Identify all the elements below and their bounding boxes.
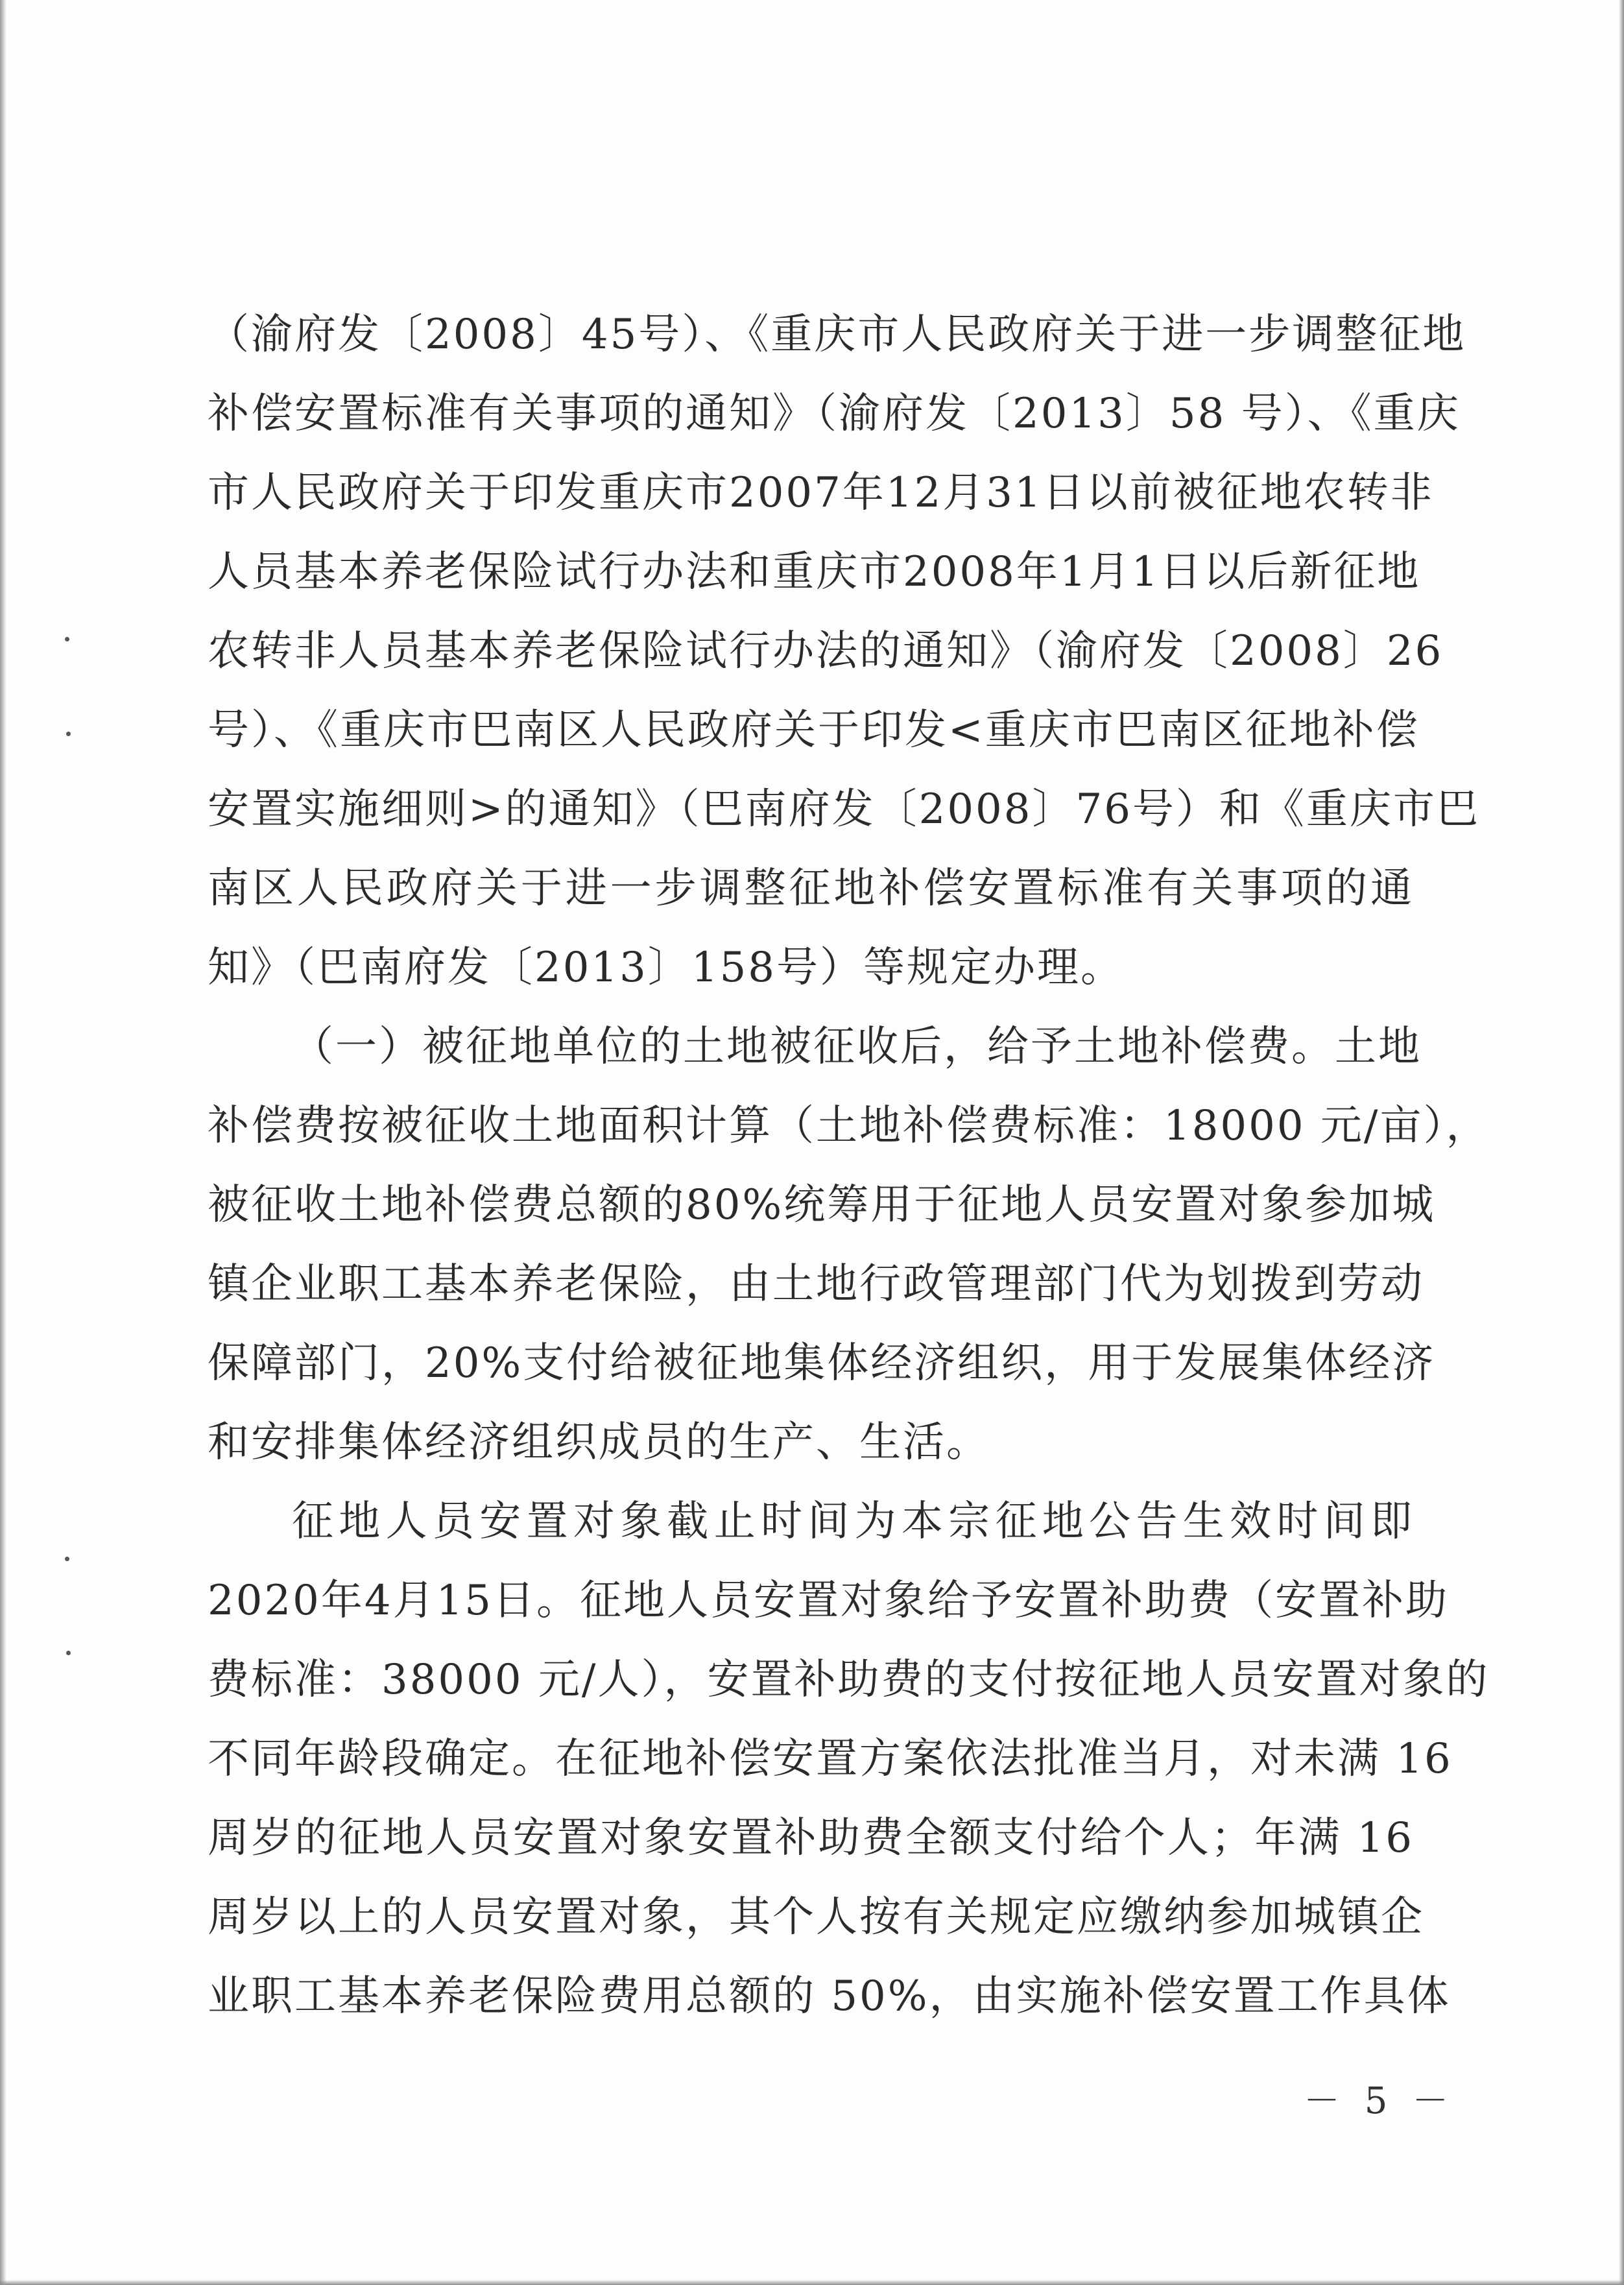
scan-edge-bottom xyxy=(0,2280,1624,2285)
scan-edge-right xyxy=(1619,0,1624,2285)
binding-hole-mark xyxy=(66,732,71,736)
text-line: 保障部门，20%支付给被征地集体经济组织，用于发展集体经济 xyxy=(208,1339,1436,1387)
text-line: 号）、《重庆市巴南区人民政府关于印发<重庆市巴南区征地补偿 xyxy=(208,706,1420,754)
text-line: 农转非人员基本养老保险试行办法的通知》（渝府发〔2008〕26 xyxy=(208,627,1444,675)
body-text xyxy=(208,295,1490,2036)
text-line: 征地人员安置对象截止时间为本宗征地公告生效时间即 xyxy=(292,1498,1414,1546)
text-line: 市人民政府关于印发重庆市2007年12月31日以前被征地农转非 xyxy=(208,469,1434,517)
binding-hole-mark xyxy=(65,637,69,641)
text-line: 镇企业职工基本养老保险，由土地行政管理部门代为划拨到劳动 xyxy=(208,1260,1424,1308)
text-line: 被征收土地补偿费总额的80%统筹用于征地人员安置对象参加城 xyxy=(208,1181,1436,1229)
text-line: 南区人民政府关于进一步调整征地补偿安置标准有关事项的通 xyxy=(208,865,1414,913)
text-line: 知》（巴南府发〔2013〕158号）等规定办理。 xyxy=(208,944,1125,992)
text-line: 业职工基本养老保险费用总额的 50%，由实施补偿安置工作具体 xyxy=(208,1972,1451,2020)
text-line: 补偿安置标准有关事项的通知》（渝府发〔2013〕58 号）、《重庆 xyxy=(208,390,1461,438)
text-line: 补偿费按被征收土地面积计算（土地补偿费标准：18000 元/亩）， xyxy=(208,1102,1490,1150)
text-line: 和安排集体经济组织成员的生产、生活。 xyxy=(208,1418,990,1466)
binding-hole-mark xyxy=(65,1557,69,1561)
text-line: 周岁以上的人员安置对象，其个人按有关规定应缴纳参加城镇企 xyxy=(208,1893,1424,1941)
scan-edge-left xyxy=(0,0,6,2285)
text-line: （渝府发〔2008〕45号）、《重庆市人民政府关于进一步调整征地 xyxy=(208,311,1466,359)
text-line: 周岁的征地人员安置对象安置补助费全额支付给个人；年满 16 xyxy=(208,1814,1414,1862)
binding-hole-mark xyxy=(66,1651,71,1655)
text-line: 人员基本养老保险试行办法和重庆市2008年1月1日以后新征地 xyxy=(208,548,1421,596)
page-number: － 5 － xyxy=(1304,2080,1455,2122)
text-line: （一）被征地单位的土地被征收后，给予土地补偿费。土地 xyxy=(292,1023,1422,1071)
text-line: 2020年4月15日。征地人员安置对象给予安置补助费（安置补助 xyxy=(208,1577,1450,1625)
text-line: 安置实施细则>的通知》（巴南府发〔2008〕76号）和《重庆市巴 xyxy=(208,785,1480,833)
text-line: 费标准：38000 元/人），安置补助费的支付按征地人员安置对象的 xyxy=(208,1656,1490,1704)
text-line: 不同年龄段确定。在征地补偿安置方案依法批准当月，对未满 16 xyxy=(208,1735,1453,1783)
